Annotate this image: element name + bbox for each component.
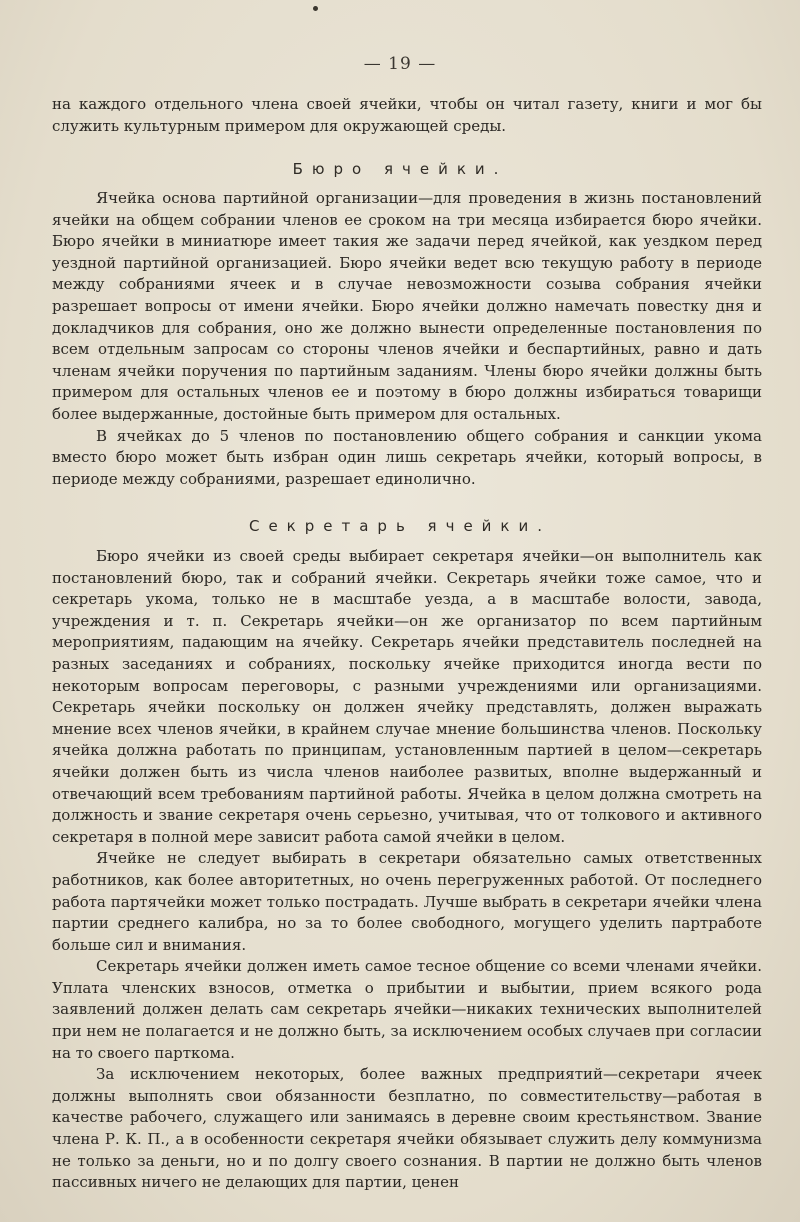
page-number: — 19 — [363,54,437,74]
secretary-paragraph-3: Секретарь ячейки должен иметь самое тесное общение со всеми членами ячейки. Уплата членских взносов, отметка о прибытии и выбытии, прием всякого рода заявлений должен делать сам секретарь ячейки—никаких технических выполнителей при нем не полагается и не должно быть, за исключением особых случаев при согласии на то своего парткома. [52,957,762,1062]
section-heading-bureau: Бюро ячейки. [292,160,508,178]
section-secretary-body [52,546,762,1194]
secretary-paragraph-2: Ячейке не следует выбирать в секретари обязательно самых ответственных работников, как более авторитетных, но очень перегруженных работой. От последнего работа партячейки может только пострадать. Лучше выбрать в секретари ячейки члена партии среднего калибра, но за то более свободного, могущего уделить партработе больше сил и внимания. [52,849,762,954]
bureau-paragraph-1: Ячейка основа партийной организации—для проведения в жизнь постановлений ячейки на общем собрании членов ее сроком на три месяца избирается бюро ячейки. Бюро ячейки в миниатюре имеет такия же задачи перед ячейкой, как уездком перед уездной партийной организацией. Бюро ячейки ведет всю текущую работу в периоде между собраниями ячеек и в случае невозможности созыва собрания ячейки разрешает вопросы от имени ячейки. Бюро ячейки должно намечать повестку дня и докладчиков для собрания, оно же должно вынести определенные постановления по всем отдельным запросам со стороны членов ячейки и беспартийных, равно и дать членам ячейки поручения по партийным заданиям. Члены бюро ячейки должны быть примером для остальных членов ее и поэтому в бюро должны избираться товарищи более выдержанные, достойные быть примером для остальных. [52,189,762,423]
bureau-paragraph-2: В ячейках до 5 членов по постановлению общего собрания и санкции укома вместо бюро может быть избран один лишь секретарь ячейки, который вопросы, в периоде между собраниями, разрешает единолично. [52,426,762,488]
secretary-paragraph-1: Бюро ячейки из своей среды выбирает секретаря ячейки—он выполнитель как постановлений бюро, так и собраний ячейки. Секретарь ячейки тоже самое, что и секретарь укома, только не в масштабе уезда, а в масштабе волости, завода, учреждения и т. п. Секретарь ячейки—он же организатор по всем партийным мероприятиям, падающим на ячейку. Секретарь ячейки представитель последней на разных заседаниях и собраниях, поскольку ячейке приходится иногда вести по некоторым вопросам переговоры, с разными учреждениями или организациями. Секретарь ячейки поскольку он должен ячейку представлять, должен выражать мнение всех членов ячейки, в крайнем случае мнение большинства членов. Поскольку ячейка должна работать по принципам, установленным партией в целом—секретарь ячейки должен быть из числа членов наиболее развитых, вполне выдержанный и отвечающий всем требованиям партийной работы. Ячейка в целом должна смотреть на должность и звание секретаря очень серьезно, учитывая, что от толкового и активного секретаря в полной мере зависит работа самой ячейки в целом. [52,547,762,846]
intro-paragraph: на каждого отдельного члена своей ячейки, чтобы он читал газету, книги и мог бы служить культурным примером для окружающей среды. [52,95,762,135]
section-heading-secretary: Секретарь ячейки. [248,517,551,535]
section-bureau-body [52,188,762,490]
secretary-paragraph-4: За исключением некоторых, более важных предприятий—секретари ячеек должны выполнять свои обязанности безплатно, по совместительству—работая в качестве рабочего, служащего или занимаясь в деревне своим крестьянством. Звание члена Р. К. П., а в особенности секретаря ячейки обязывает служить делу коммунизма не только за деньги, но и по долгу своего сознания. В партии не должно быть членов пассивных ничего не делающих для партии, ценен [52,1065,762,1192]
ink-speck [313,6,318,11]
intro-text [52,94,762,137]
